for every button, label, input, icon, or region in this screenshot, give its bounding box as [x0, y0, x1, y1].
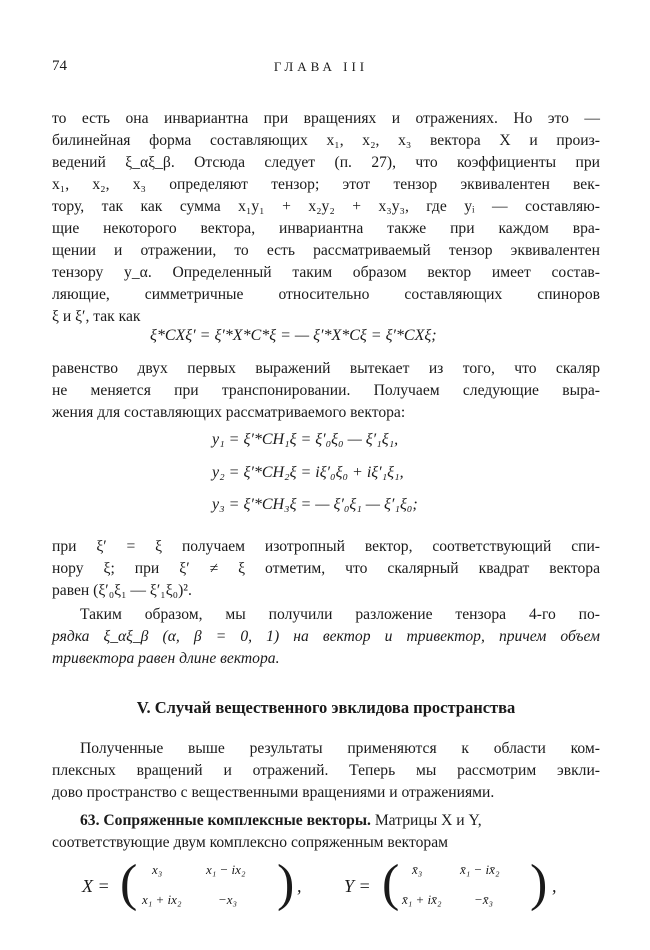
text-line: x₁, x₂, x₃ определяют тензор; этот тензор эквивалентен век- — [52, 176, 600, 193]
text-line: тору, так как сумма x₁y₁ + x₂y₂ + x₃y₃, где yᵢ — составляю- — [52, 198, 600, 215]
text-line: равен (ξ′₀ξ₁ — ξ′₁ξ₀)². — [52, 582, 192, 599]
section-heading: V. Случай вещественного эвклидова пространства — [136, 698, 516, 717]
text-line: ξ и ξ′, так как — [52, 308, 141, 325]
matrix-x-cell: x₁ + ix₂ — [142, 892, 182, 907]
text-line: нору ξ; при ξ′ ≠ ξ отметим, что скалярный квадрат вектора — [52, 560, 600, 577]
left-paren-icon: ( — [382, 855, 400, 912]
text-line: Матрицы X и Y, — [374, 812, 482, 829]
paragraph-6 — [52, 810, 600, 832]
paragraph-4 — [52, 604, 600, 670]
text-line: щие некоторого вектора, инвариантна также при каждом вра- — [52, 220, 600, 237]
text-line: Таким образом, мы получили разложение тензора 4-го по- — [80, 606, 600, 623]
text-line: не меняется при транспонировании. Получаем следующие выра- — [52, 382, 600, 399]
matrix-y-cell: −x̄₃ — [474, 892, 494, 907]
text-line: тензору y_α. Определенный таким образом вектор имеет состав- — [52, 264, 600, 281]
page-header — [52, 58, 590, 78]
matrix-y-cell: x̄₃ — [412, 862, 423, 877]
formula-spinor-product: ξ*CXξ′ = ξ′*X*C*ξ = — ξ′*X*Cξ = ξ′*CXξ; — [150, 327, 437, 344]
matrix-y-cell: x̄₁ − ix̄₂ — [460, 862, 500, 877]
page-number: 74 — [52, 58, 67, 74]
equation-y1: y₁ = ξ′*CH₁ξ = ξ′₀ξ₀ — ξ′₁ξ₁, — [212, 431, 399, 448]
comma: , — [552, 876, 557, 896]
matrix-y-cell: x̄₁ + ix̄₂ — [402, 892, 442, 907]
text-line: билинейная форма составляющих x₁, x₂, x₃ вектора X и произ- — [52, 132, 600, 149]
left-paren-icon: ( — [120, 855, 138, 912]
text-line: тривектора равен длине вектора. — [52, 650, 280, 667]
conjugate-matrices — [82, 852, 572, 922]
subsection-lead: 63. Сопряженные комплексные векторы. — [80, 812, 371, 829]
text-line: плексных вращений и отражений. Теперь мы рассмотрим эвкли- — [52, 762, 600, 779]
equation-y3: y₃ = ξ′*CH₃ξ = — ξ′₀ξ₁ — ξ′₁ξ₀; — [212, 496, 418, 513]
text-line: жения для составляющих рассматриваемого вектора: — [52, 404, 406, 421]
text-line: Полученные выше результаты применяются к области ком- — [80, 740, 600, 757]
text-line: ляющие, симметричные относительно составляющих спиноров — [52, 286, 600, 303]
matrix-x-cell: x₁ − ix₂ — [206, 862, 246, 877]
equation-y2: y₂ = ξ′*CH₂ξ = iξ′₀ξ₀ + iξ′₁ξ₁, — [212, 464, 404, 481]
text-line: щении и отражении, то есть рассматриваемый тензор эквивалентен — [52, 242, 600, 259]
paragraph-3 — [52, 536, 600, 602]
paragraph-2 — [52, 358, 600, 424]
paragraph-1 — [52, 108, 600, 328]
matrix-x-cell: −x₃ — [218, 892, 238, 907]
matrix-x-cell: x₃ — [152, 862, 163, 877]
text-line: равенство двух первых выражений вытекает из того, что скаляр — [52, 360, 600, 377]
text-line: дово пространство с вещественными вращениями и отражениями. — [52, 784, 495, 801]
comma: , — [297, 876, 302, 896]
paragraph-5 — [52, 738, 600, 804]
right-paren-icon: ) — [530, 855, 548, 912]
text-line: ведений ξ_αξ_β. Отсюда следует (п. 27), что коэффициенты при — [52, 154, 600, 171]
running-title: ГЛАВА III — [273, 59, 369, 74]
matrix-x-label: X = — [82, 876, 110, 896]
matrix-y-label: Y = — [344, 876, 371, 896]
paragraph-6-line-2: соответствующие двум комплексно сопряженным векторам — [52, 834, 448, 851]
text-line: рядка ξ_αξ_β (α, β = 0, 1) на вектор и тривектор, причем объем — [52, 628, 600, 645]
text-line: при ξ′ = ξ получаем изотропный вектор, соответствующий спи- — [52, 538, 600, 555]
right-paren-icon: ) — [277, 855, 295, 912]
text-line: то есть она инвариантна при вращениях и отражениях. Но это — — [52, 110, 600, 127]
